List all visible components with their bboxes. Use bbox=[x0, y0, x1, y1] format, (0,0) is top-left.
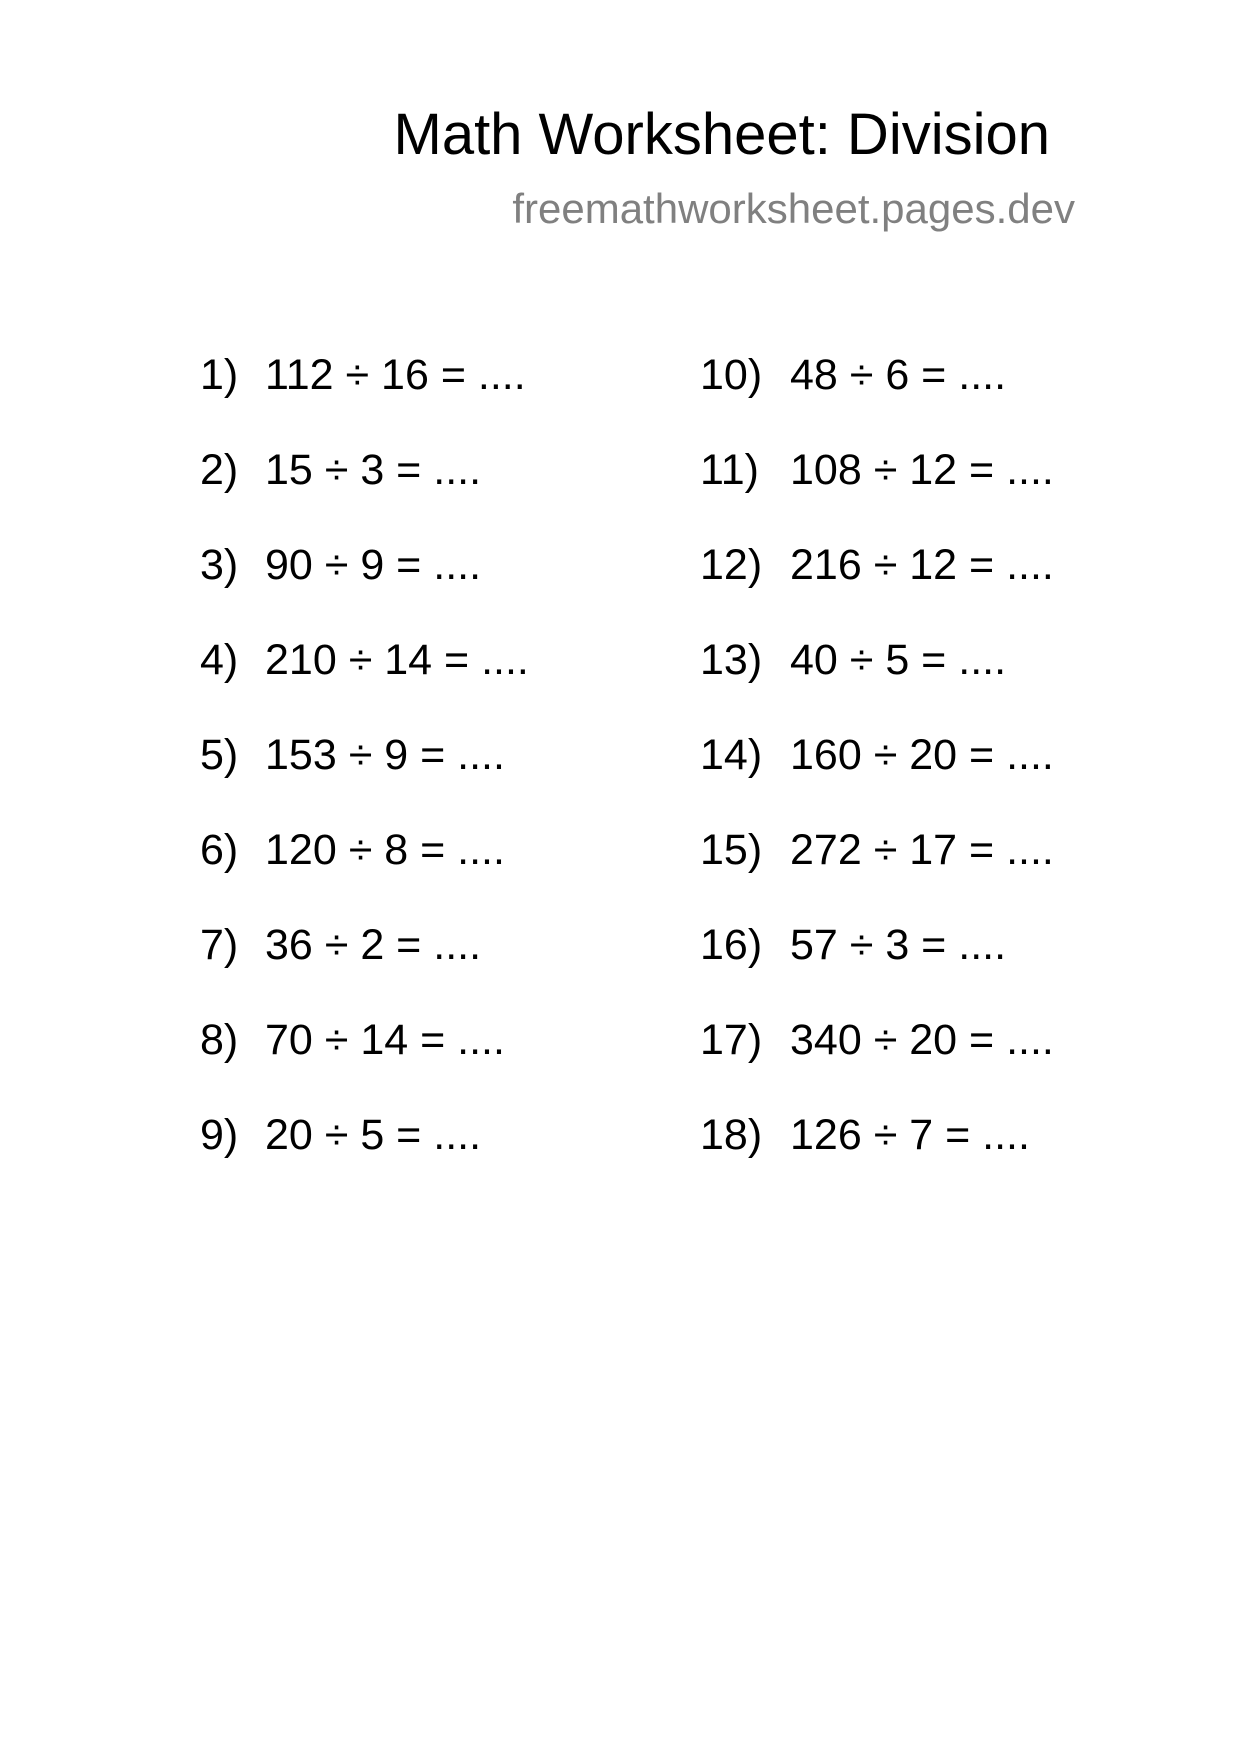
problem-5 bbox=[200, 730, 680, 825]
problem-expression: 108 ÷ 12 = .... bbox=[790, 446, 1054, 494]
problem-2 bbox=[200, 445, 680, 540]
problem-expression: 70 ÷ 14 = .... bbox=[265, 1016, 505, 1064]
problem-expression: 216 ÷ 12 = .... bbox=[790, 541, 1054, 589]
problem-expression: 36 ÷ 2 = .... bbox=[265, 921, 482, 969]
problem-number: 4) bbox=[200, 636, 239, 684]
problem-12 bbox=[700, 540, 1120, 635]
problem-expression: 153 ÷ 9 = .... bbox=[265, 731, 505, 779]
problem-3 bbox=[200, 540, 680, 635]
problem-expression: 20 ÷ 5 = .... bbox=[265, 1111, 482, 1159]
problem-number: 10) bbox=[700, 351, 763, 399]
problem-number: 17) bbox=[700, 1016, 763, 1064]
problem-16 bbox=[700, 920, 1120, 1015]
page-subtitle-url: freemathworksheet.pages.dev bbox=[512, 185, 1075, 232]
problem-number: 6) bbox=[200, 826, 239, 874]
problem-number: 5) bbox=[200, 731, 239, 779]
problem-number: 13) bbox=[700, 636, 763, 684]
problem-expression: 112 ÷ 16 = .... bbox=[265, 351, 526, 399]
problem-17 bbox=[700, 1015, 1120, 1110]
problem-9 bbox=[200, 1110, 680, 1205]
problem-number: 15) bbox=[700, 826, 763, 874]
problem-expression: 48 ÷ 6 = .... bbox=[790, 351, 1007, 399]
problem-13 bbox=[700, 635, 1120, 730]
problem-number: 3) bbox=[200, 541, 239, 589]
problem-11 bbox=[700, 445, 1120, 540]
problem-number: 18) bbox=[700, 1111, 763, 1159]
problem-number: 2) bbox=[200, 446, 239, 494]
problem-number: 12) bbox=[700, 541, 763, 589]
problem-14 bbox=[700, 730, 1120, 825]
problem-1 bbox=[200, 350, 680, 445]
problem-expression: 120 ÷ 8 = .... bbox=[265, 826, 505, 874]
problem-column-right bbox=[700, 350, 1120, 1205]
problem-expression: 340 ÷ 20 = .... bbox=[790, 1016, 1054, 1064]
page-title: Math Worksheet: Division bbox=[393, 102, 1050, 167]
problem-number: 1) bbox=[200, 351, 239, 399]
problem-number: 7) bbox=[200, 921, 239, 969]
problem-4 bbox=[200, 635, 680, 730]
problem-7 bbox=[200, 920, 680, 1015]
problem-expression: 90 ÷ 9 = .... bbox=[265, 541, 482, 589]
problem-expression: 57 ÷ 3 = .... bbox=[790, 921, 1007, 969]
problem-expression: 15 ÷ 3 = .... bbox=[265, 446, 482, 494]
problem-8 bbox=[200, 1015, 680, 1110]
problem-expression: 126 ÷ 7 = .... bbox=[790, 1111, 1030, 1159]
problem-18 bbox=[700, 1110, 1120, 1205]
problem-15 bbox=[700, 825, 1120, 920]
problem-10 bbox=[700, 350, 1120, 445]
problem-expression: 40 ÷ 5 = .... bbox=[790, 636, 1007, 684]
problem-expression: 272 ÷ 17 = .... bbox=[790, 826, 1054, 874]
problem-number: 14) bbox=[700, 731, 763, 779]
problem-number: 11) bbox=[700, 446, 759, 494]
problem-expression: 210 ÷ 14 = .... bbox=[265, 636, 529, 684]
problem-6 bbox=[200, 825, 680, 920]
problem-number: 16) bbox=[700, 921, 763, 969]
problem-column-left bbox=[200, 350, 680, 1205]
problem-number: 9) bbox=[200, 1111, 239, 1159]
problem-number: 8) bbox=[200, 1016, 239, 1064]
problem-expression: 160 ÷ 20 = .... bbox=[790, 731, 1054, 779]
